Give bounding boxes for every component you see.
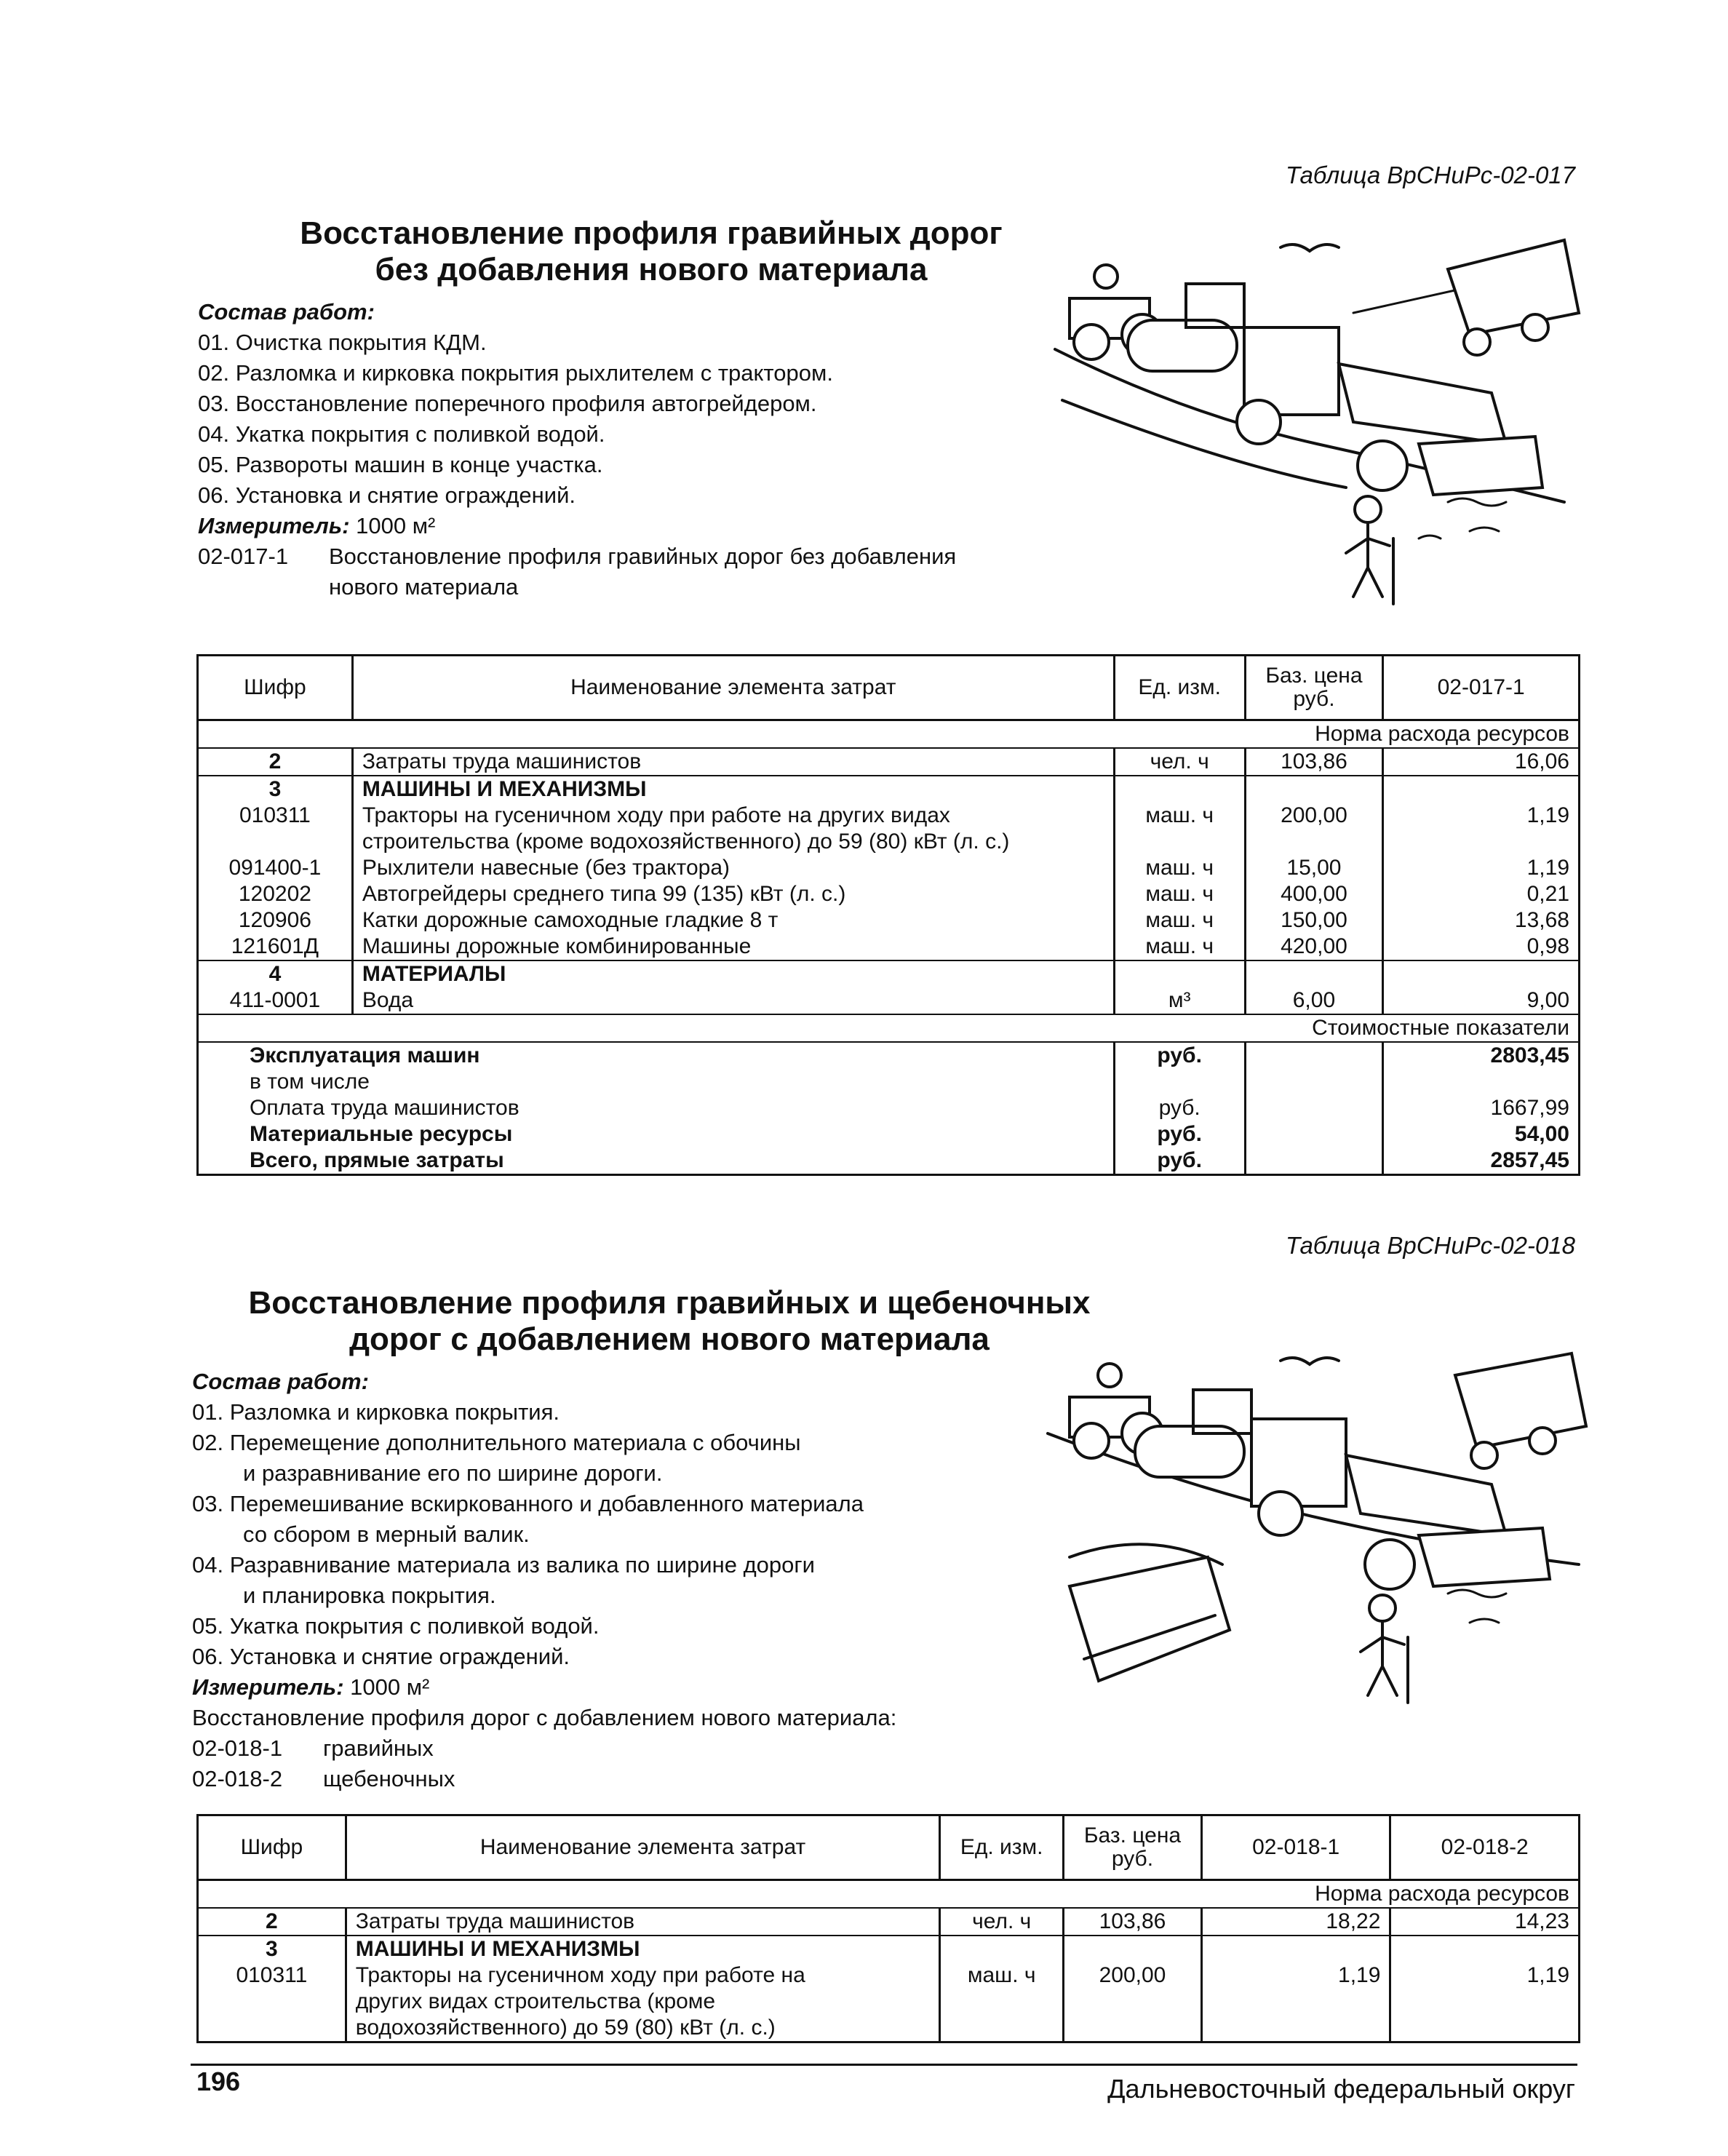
header-unit: Ед. изм. (940, 1815, 1064, 1880)
work-label: Состав работ: (192, 1369, 369, 1394)
road-machinery-illustration (1040, 1346, 1593, 1717)
cell-name: Катки дорожные самоходные гладкие 8 т (352, 907, 1114, 934)
norm-label: Норма расхода ресурсов (198, 1880, 1580, 1909)
work-step: 05. Развороты машин в конце участка. (198, 452, 603, 477)
road-machinery-illustration (1040, 226, 1593, 618)
header-code: Шифр (198, 656, 353, 720)
cost-row (198, 1042, 1580, 1069)
table-header-row (198, 656, 1580, 720)
cell-price: 420,00 (1245, 934, 1383, 960)
work-composition (192, 1367, 1087, 1794)
cell-code: 120202 (198, 881, 353, 907)
code-desc: щебеночных (323, 1766, 455, 1791)
code: 02-018-1 (192, 1735, 283, 1761)
resource-table (196, 1814, 1580, 2043)
header-price: Баз. цена руб. (1245, 656, 1383, 720)
cost-unit: руб. (1114, 1121, 1245, 1147)
work-step: 02. Перемещение дополнительного материала с обочины (192, 1430, 801, 1455)
section-row (198, 960, 1580, 987)
cost-unit (1114, 1069, 1245, 1095)
header-name: Наименование элемента затрат (346, 1815, 940, 1880)
work-step: со сбором в мерный валик. (243, 1521, 530, 1547)
cost-label: Стоимостные показатели (198, 1014, 1580, 1042)
cell-unit: маш. ч (1114, 881, 1245, 907)
cell-value: 1,19 (1526, 803, 1569, 827)
cell-code: 010311 (198, 803, 353, 855)
cell-name: Затраты труда машинистов (352, 748, 1114, 776)
cell-price: 103,86 (1245, 748, 1383, 776)
cell-unit: чел. ч (940, 1908, 1064, 1936)
cell-code: 2 (198, 748, 353, 776)
cell-name-line: Тракторы на гусеничном ходу при работе на (355, 1963, 805, 1987)
cost-name: Эксплуатация машин (198, 1042, 1115, 1069)
work-step: и разравнивание его по ширине дороги. (243, 1460, 663, 1486)
cell-value: 18,22 (1201, 1908, 1390, 1936)
work-step: 06. Установка и снятие ограждений. (198, 482, 576, 508)
work-step: и планировка покрытия. (243, 1583, 496, 1608)
code-line (198, 541, 1107, 602)
cost-label-row (198, 1014, 1580, 1042)
cell-value: 13,68 (1514, 908, 1569, 932)
cost-row (198, 1069, 1580, 1095)
section-row (198, 776, 1580, 803)
work-label: Состав работ: (198, 299, 375, 325)
cell-unit: маш. ч (1114, 803, 1245, 855)
cell-value: 9,00 (1383, 987, 1580, 1014)
driver-head (1094, 265, 1118, 288)
title-line: Восстановление профиля гравийных и щебеночных (248, 1285, 1091, 1321)
table-row (198, 855, 1580, 881)
cost-value: 2803,45 (1490, 1043, 1569, 1067)
cell-value: 14,23 (1390, 1908, 1580, 1936)
cost-name: в том числе (198, 1069, 1115, 1095)
header-col1: 02-018-1 (1201, 1815, 1390, 1880)
cell-name: Затраты труда машинистов (346, 1908, 940, 1936)
cell-price: 103,86 (1064, 1908, 1202, 1936)
cell-price: 200,00 (1245, 803, 1383, 855)
table-row (198, 934, 1580, 960)
work-composition (198, 297, 1107, 602)
work-step: 06. Установка и снятие ограждений. (192, 1644, 570, 1669)
cell-value: 1,19 (1526, 856, 1569, 880)
norm-row (198, 720, 1580, 749)
cell-unit: маш. ч (1114, 934, 1245, 960)
norm-row (198, 1880, 1580, 1909)
cell-code: 3 (198, 1936, 346, 1962)
cost-unit: руб. (1114, 1147, 1245, 1175)
meter (198, 511, 1107, 541)
cell-unit: чел. ч (1114, 748, 1245, 776)
code-desc-line: Восстановление профиля гравийных дорог без добавления (329, 544, 957, 569)
header-code: Шифр (198, 1815, 346, 1880)
cell-name: Машины дорожные комбинированные (352, 934, 1114, 960)
cell-price: 15,00 (1245, 855, 1383, 881)
cell-value: 1,19 (1201, 1962, 1390, 2042)
header-name: Наименование элемента затрат (352, 656, 1114, 720)
work-step: 03. Восстановление поперечного профиля автогрейдером. (198, 391, 817, 416)
cost-row (198, 1121, 1580, 1147)
work-step: 03. Перемешивание вскиркованного и добавленного материала (192, 1491, 864, 1516)
meter-label: Измеритель: (198, 513, 350, 538)
cost-name: Всего, прямые затраты (198, 1147, 1115, 1175)
work-step: 05. Укатка покрытия с поливкой водой. (192, 1613, 600, 1639)
table-label: Таблица ВрСНиРс-02-017 (1286, 162, 1575, 188)
meter-value: 1000 м² (350, 1674, 430, 1700)
work-step: 02. Разломка и кирковка покрытия рыхлителем с трактором. (198, 360, 833, 386)
table-row (198, 748, 1580, 776)
code: 02-018-2 (192, 1766, 283, 1791)
header-col1: 02-017-1 (1383, 656, 1580, 720)
footer-rule (191, 2064, 1577, 2066)
cell-code: 2 (198, 1908, 346, 1936)
section-title (240, 215, 1062, 288)
work-step: 01. Очистка покрытия КДМ. (198, 330, 487, 355)
cell-code: 121601Д (198, 934, 353, 960)
cell-price: 6,00 (1245, 987, 1383, 1014)
cell-value: 16,06 (1383, 748, 1580, 776)
code-line (192, 1733, 1087, 1764)
section-row (198, 1936, 1580, 1962)
page-number: 196 (196, 2067, 241, 2096)
cost-value: 2857,45 (1490, 1148, 1569, 1172)
meter (192, 1672, 1087, 1703)
header-price: Баз. цена руб. (1064, 1815, 1202, 1880)
cell-code: 010311 (198, 1962, 346, 2042)
cell-code: 3 (198, 776, 353, 803)
table-label: Таблица ВрСНиРс-02-018 (1286, 1232, 1575, 1259)
cell-name-line: Тракторы на гусеничном ходу при работе на других видах (362, 803, 950, 827)
cell-name: Автогрейдеры среднего типа 99 (135) кВт (л. с.) (352, 881, 1114, 907)
work-step: 01. Разломка и кирковка покрытия. (192, 1399, 560, 1425)
cell-name: Рыхлители навесные (без трактора) (352, 855, 1114, 881)
section-title: МАШИНЫ И МЕХАНИЗМЫ (352, 776, 1114, 803)
dump-truck (1448, 240, 1579, 335)
code-desc (329, 541, 956, 602)
cost-value (1383, 1069, 1580, 1095)
cell-unit: маш. ч (940, 1962, 1064, 2042)
cell-code: 411-0001 (198, 987, 353, 1014)
cost-unit: руб. (1114, 1042, 1245, 1069)
cell-name (346, 1962, 940, 2042)
table-header-row (198, 1815, 1580, 1880)
section-title (196, 1285, 1142, 1358)
cost-name: Материальные ресурсы (198, 1121, 1115, 1147)
cost-value: 1667,99 (1490, 1096, 1569, 1120)
title-line: без добавления нового материала (375, 252, 928, 287)
cell-value: 0,21 (1526, 882, 1569, 906)
cell-unit: маш. ч (1114, 907, 1245, 934)
cost-row (198, 1095, 1580, 1121)
table-row (198, 1962, 1580, 2042)
region-name: Дальневосточный федеральный округ (1107, 2074, 1575, 2104)
section-title: МАШИНЫ И МЕХАНИЗМЫ (346, 1936, 940, 1962)
cell-name (352, 803, 1114, 855)
cell-value: 0,98 (1383, 934, 1580, 960)
title-line: Восстановление профиля гравийных дорог (300, 215, 1003, 251)
code: 02-017-1 (198, 544, 289, 569)
code-desc: гравийных (323, 1735, 434, 1761)
cell-code: 4 (198, 960, 353, 987)
worker-head (1355, 496, 1381, 522)
cell-code: 120906 (198, 907, 353, 934)
header-col2: 02-018-2 (1390, 1815, 1580, 1880)
table-row (198, 907, 1580, 934)
table-row (198, 987, 1580, 1014)
cell-unit: м³ (1114, 987, 1245, 1014)
title-line: дорог с добавлением нового материала (349, 1321, 990, 1357)
table-row (198, 1908, 1580, 1936)
meter-label: Измеритель: (192, 1674, 344, 1700)
cell-name-line: других видах строительства (кроме (355, 1989, 716, 2013)
cell-name-line: водохозяйственного) до 59 (80) кВт (л. с.) (355, 2016, 776, 2040)
cell-price: 200,00 (1064, 1962, 1202, 2042)
grader-blade (1419, 437, 1542, 495)
norm-label: Норма расхода ресурсов (198, 720, 1580, 749)
resource-table (196, 654, 1580, 1176)
work-step: 04. Укатка покрытия с поливкой водой. (198, 421, 605, 447)
cell-price: 150,00 (1245, 907, 1383, 934)
intro: Восстановление профиля дорог с добавлением нового материала: (192, 1705, 897, 1730)
meter-value: 1000 м² (356, 513, 436, 538)
table-row (198, 881, 1580, 907)
cell-value: 1,19 (1526, 1963, 1569, 1987)
cell-price: 400,00 (1245, 881, 1383, 907)
section-title: МАТЕРИАЛЫ (352, 960, 1114, 987)
cell-unit: маш. ч (1114, 855, 1245, 881)
header-unit: Ед. изм. (1114, 656, 1245, 720)
table-row (198, 803, 1580, 855)
work-step: 04. Разравнивание материала из валика по ширине дороги (192, 1552, 815, 1578)
cost-row (198, 1147, 1580, 1175)
cell-name: Вода (352, 987, 1114, 1014)
cost-name: Оплата труда машинистов (198, 1095, 1115, 1121)
code-desc-line: нового материала (329, 574, 519, 600)
cell-code: 091400-1 (198, 855, 353, 881)
cell-name-line: строительства (кроме водохозяйственного) до 59 (80) кВт (л. с.) (362, 830, 1010, 854)
code-line (192, 1764, 1087, 1794)
cost-unit: руб. (1114, 1095, 1245, 1121)
cost-value: 54,00 (1514, 1122, 1569, 1146)
